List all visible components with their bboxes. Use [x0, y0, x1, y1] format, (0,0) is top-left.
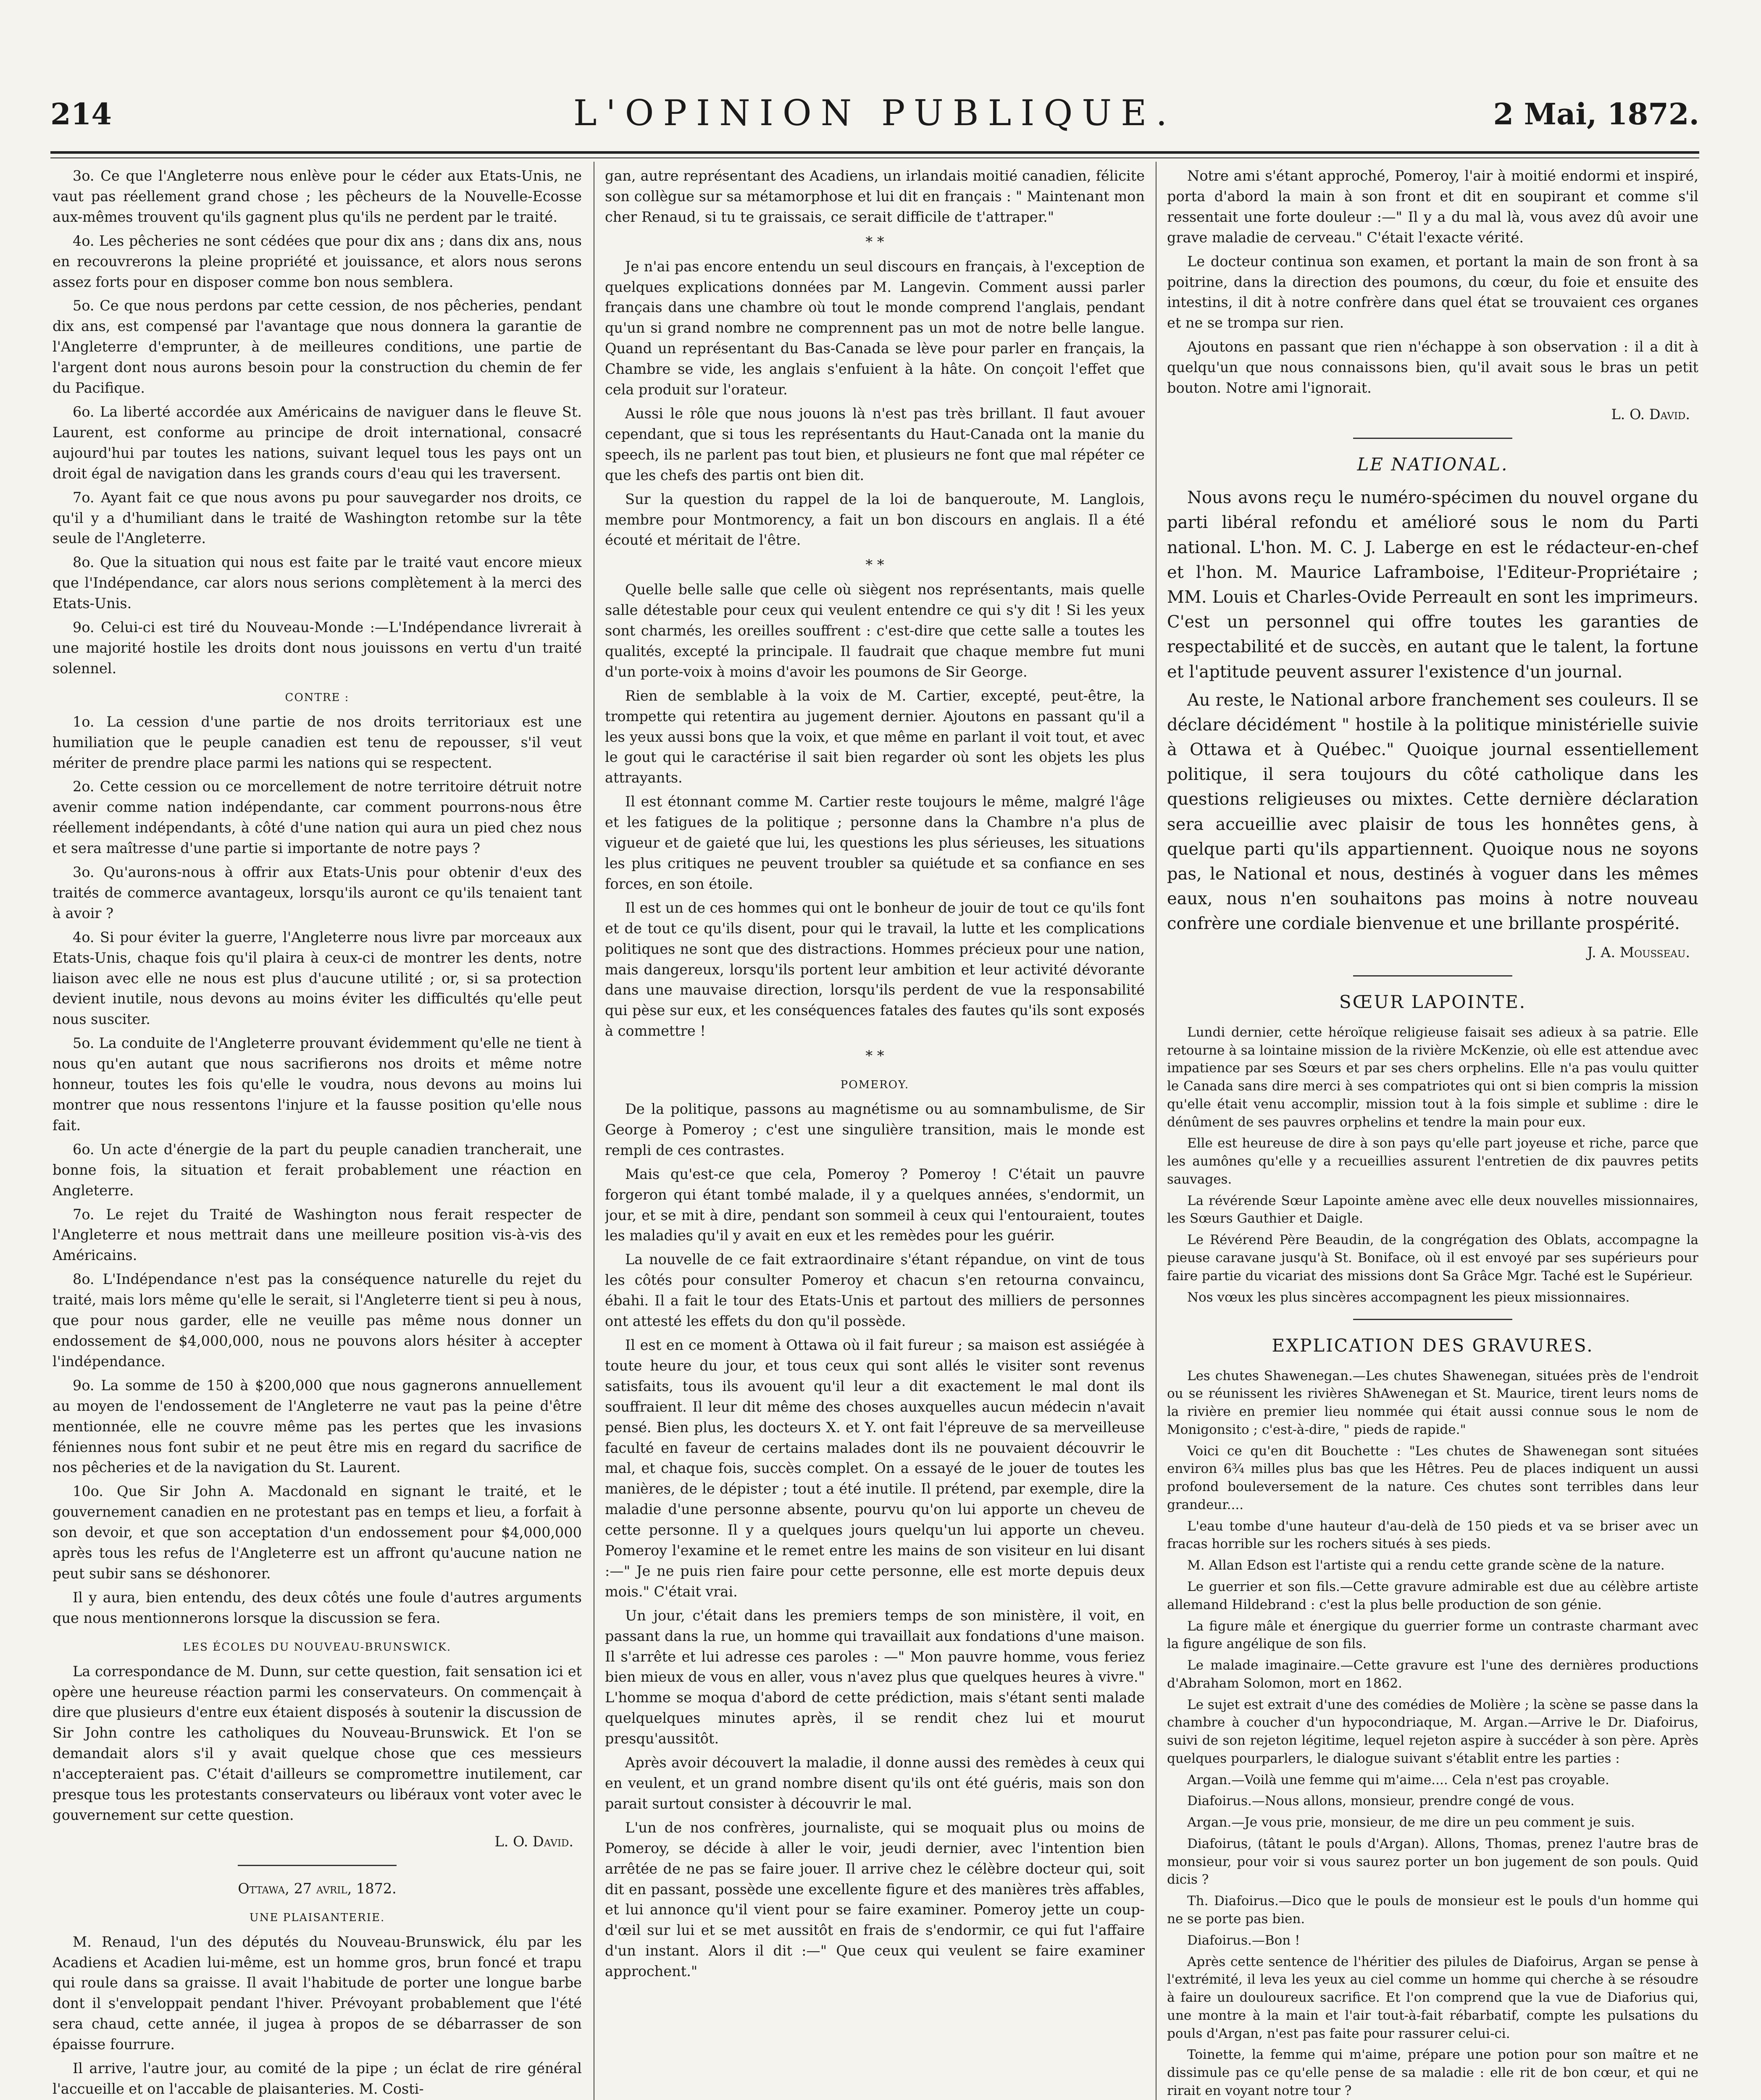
separator — [1353, 1319, 1513, 1320]
paragraph: La révérende Sœur Lapointe amène avec elle deux nouvelles missionnaires, les Sœurs Gauthier et Daigle. — [1167, 1193, 1698, 1226]
newspaper-title: L'OPINION PUBLIQUE. — [573, 92, 1177, 134]
section-stars: * * — [865, 556, 884, 573]
subheading-contre: CONTRE : — [285, 691, 350, 704]
subheading-pomeroy: POMEROY. — [840, 1079, 909, 1092]
paragraph: L'eau tombe d'une hauteur d'au-delà de 150 pieds et va se briser avec un fracas horrible sur les rochers situés à ses pieds. — [1167, 1518, 1698, 1552]
paragraph: Mais qu'est-ce que cela, Pomeroy ? Pomeroy ! C'était un pauvre forgeron qui étant tombé malade, il y a quelques années, s'endormit, un jour, et se mit à dire, pendant son sommeil à ceux qui l'entouraient, toutes les maladies qu'il y avait en eux et les remèdes pour les guérir. — [605, 1166, 1145, 1244]
paragraph: Toinette, la femme qui m'aime, prépare une potion pour son maître et ne dissimule pas ce qu'elle pense de sa maladie : elle rit de bon cœur, et qui ne rirait en voyant notre tour ? — [1167, 2047, 1698, 2098]
masthead — [50, 88, 1699, 147]
paragraph: 7o. Ayant fait ce que nous avons pu pour sauvegarder nos droits, ce qu'il y a d'humiliant dans le traité de Washington retombe sur la tête seule de l'Angleterre. — [53, 489, 582, 547]
paragraph: Le sujet est extrait d'une des comédies de Molière ; la scène se passe dans la chambre à coucher d'un hypocondriaque, M. Argan.—Arrive le Dr. Diafoirus, suivi de son rejeton légitime, lequel rejeton aspire à succéder à son père. Après quelques pourparlers, le dialogue suivant s'établit entre les parties : — [1167, 1697, 1698, 1766]
paragraph: Aussi le rôle que nous jouons là n'est pas très brillant. Il faut avouer cependant, que si tous les représentants du Haut-Canada ont la manie du speech, ils ne parlent pas tout bien, et plusieurs ne font que mal répéter ce que les chefs des partis ont bien dit. — [605, 405, 1145, 483]
paragraph: Lundi dernier, cette héroïque religieuse faisait ses adieux à sa patrie. Elle retourne à sa lointaine mission de la rivière McKenzie, où elle est attendue avec impatience par ses Sœurs et par ses chers orphelins. Elle n'a pas voulu quitter le Canada sans dire merci à ses compatriotes qui ont si bien compris la mission qu'elle était venu accomplir, mission tout à la fois simple et sublime : dire le dénûment de ses pauvres orphelins et tendre la main pour eux. — [1167, 1024, 1698, 1130]
paragraph: L'un de nos confrères, journaliste, qui se moquait plus ou moins de Pomeroy, se décide à aller le voir, jeudi dernier, avec l'intention bien arrêtée de ne pas se faire jouer. Il arrive chez le célèbre docteur qui, soit dit en passant, possède une excellente figure et des manières très affables, et lui annonce qu'il vient pour se faire examiner. Pomeroy jette un coup-d'œil sur lui et se met aussitôt en frais de s'endormir, ce qui fut l'affaire d'un instant. Alors il dit :—" Que ceux qui veulent se faire examiner approchent." — [605, 1819, 1145, 1980]
paragraph: Nous avons reçu le numéro-spécimen du nouvel organe du parti libéral refondu et amélioré sous le nom du Parti national. L'hon. M. C. J. Laberge en est le rédacteur-en-chef et l'hon. M. Maurice Laframboise, l'Editeur-Propriétaire ; MM. Louis et Charles-Ovide Perreault en sont les imprimeurs. C'est un personnel qui offre toutes les garanties de respectabilité et de succès, en autant que le talent, la fortune et l'aptitude peuvent assurer l'existence d'un journal. — [1167, 488, 1698, 682]
paragraph: La nouvelle de ce fait extraordinaire s'étant répandue, on vint de tous les côtés pour consulter Pomeroy et chacun s'en retourna convaincu, ébahi. Il a fait le tour des Etats-Unis et partout des milliers de personnes ont attesté les effets du don qu'il possède. — [605, 1251, 1145, 1330]
signature: L. O. David. — [494, 1833, 573, 1850]
paragraph: Au reste, le National arbore franchement ses couleurs. Il se déclare décidément " hostile à la politique ministérielle suivie à Ottawa et à Québec." Quoique journal essentiellement politique, il sera toujours du côté catholique dans les questions religieuses ou mixtes. Cette dernière déclaration sera accueillie avec plaisir de tous les honnêtes gens, à quelque parti qu'ils appartiennent. Quoique nous ne soyons pas, le National et nous, destinés à voguer dans les mêmes eaux, nous n'en souhaitons pas moins à notre nouveau confrère une cordiale bienvenue et une brillante prospérité. — [1167, 690, 1698, 934]
paragraph: Il y aura, bien entendu, des deux côtés une foule d'autres arguments que nous mentionnerons lorsque la discussion se fera. — [53, 1589, 582, 1626]
paragraph: Notre ami s'étant approché, Pomeroy, l'air à moitié endormi et inspiré, porta d'abord la main à son front et dit en soupirant et comme s'il ressentait une forte douleur :—" Il y a du mal là, vous avez dû avoir une grave maladie de cerveau." C'était l'exacte vérité. — [1167, 168, 1698, 246]
page-number: 214 — [50, 97, 112, 131]
column-2 — [605, 166, 1145, 2100]
paragraph: 6o. Un acte d'énergie de la part du peuple canadien trancherait, une bonne fois, la situation et ferait probablement une réaction en Angleterre. — [53, 1141, 582, 1199]
signature: J. A. Mousseau. — [1587, 944, 1690, 961]
paragraph: Rien de semblable à la voix de M. Cartier, excepté, peut-être, la trompette qui retentira au jugement dernier. Ajoutons en passant qu'il a les yeux aussi bons que la voix, et que même en parlant il voit tout, et avec le gout qui le caractérise il sait bien regarder où sont les objets les plus attrayants. — [605, 687, 1145, 786]
paragraph: 6o. La liberté accordée aux Américains de naviguer dans le fleuve St. Laurent, est conforme au principe de droit international, consacré aujourd'hui par toutes les nations, suivant lequel tous les pays ont un droit égal de navigation dans les grands cours d'eau qui les traversent. — [53, 403, 582, 482]
paragraph: 2o. Cette cession ou ce morcellement de notre territoire détruit notre avenir comme nation indépendante, car comment pourrons-nous être réellement indépendants, à côté d'une nation qui aura un pied chez nous et sera maîtresse d'une partie si importante de notre pays ? — [53, 778, 582, 857]
paragraph: Th. Diafoirus.—Dico que le pouls de monsieur est le pouls d'un homme qui ne se porte pas bien. — [1167, 1893, 1698, 1927]
paragraph: La correspondance de M. Dunn, sur cette question, fait sensation ici et opère une heureuse réaction parmi les conservateurs. On commençait à dire que plusieurs d'entre eux étaient disposés à soutenir la discussion de Sir John contre les catholiques du Nouveau-Brunswick. Et l'on se demandait alors s'il y avait quelque chose que ces messieurs n'accepteraient pas. C'était d'ailleurs se compromettre inutilement, car presque tous les protestants conservateurs ou libéraux vont voter avec le gouvernement sur cette question. — [53, 1663, 582, 1823]
paragraph: 7o. Le rejet du Traité de Washington nous ferait respecter de l'Angleterre et nous mettrait dans une meilleure position vis-à-vis des Américains. — [53, 1206, 582, 1264]
paragraph: Il est en ce moment à Ottawa où il fait fureur ; sa maison est assiégée à toute heure du jour, et tous ceux qui sont allés le visiter sont revenus satisfaits, tous ils avouent qu'il leur a dit exactement le mal dont ils souffraient. Il leur dit même des choses auxquelles aucun médecin n'avait pensé. Bien plus, les docteurs X. et Y. ont fait l'épreuve de sa merveilleuse faculté en faveur de certains malades dont ils ne pouvaient découvrir le mal, et chaque fois, succès complet. On a essayé de le jouer de toutes les manières, de le dépister ; tout a été inutile. Il prétend, par exemple, dire la maladie d'une personne absente, pourvu qu'on lui apporte un cheveu de cette personne. Il y a quelques jours quelqu'un lui apporte un cheveu. Pomeroy l'examine et le remet entre les mains de son visiteur en lui disant :—" Je ne puis rien faire pour cette personne, elle est morte depuis deux mois." C'était vrai. — [605, 1336, 1145, 1600]
paragraph: gan, autre représentant des Acadiens, un irlandais moitié canadien, félicite son collègue sur sa métamorphose et lui dit en français : " Maintenant mon cher Renaud, si tu te graissais, ce serait difficile de t'attraper." — [605, 168, 1145, 225]
paragraph: Le guerrier et son fils.—Cette gravure admirable est due au célèbre artiste allemand Hildebrand : c'est la plus belle production de son génie. — [1167, 1579, 1698, 1612]
paragraph: Diafoirus.—Bon ! — [1187, 1932, 1300, 1948]
separator — [1353, 975, 1513, 976]
heading-explication-gravures: EXPLICATION DES GRAVURES. — [1272, 1335, 1594, 1356]
paragraph: Les chutes Shawenegan.—Les chutes Shawenegan, situées près de l'endroit ou se réunissent les rivières ShAwenegan et St. Maurice, tirent leurs noms de la rivière en premier lieu nommée qui était aussi connue sous le nom de Monigonsito ; c'est-à-dire, " pieds de rapide." — [1167, 1368, 1698, 1437]
paragraph: Le malade imaginaire.—Cette gravure est l'une des dernières productions d'Abraham Solomon, mort en 1862. — [1167, 1658, 1698, 1691]
paragraph: Voici ce qu'en dit Bouchette : "Les chutes de Shawenegan sont situées environ 6¾ milles plus bas que les Hêtres. Peu de places indiquent un aussi profond bouleversement de la nature. Ces chutes sont terribles dans leur grandeur.... — [1167, 1443, 1698, 1512]
subheading-plaisanterie: UNE PLAISANTERIE. — [249, 1911, 385, 1924]
paragraph: Il est étonnant comme M. Cartier reste toujours le même, malgré l'âge et les fatigues de la politique ; personne dans la Chambre n'a plus de vigueur et de gaieté que lui, les questions les plus sérieuses, les situations les plus critiques ne peuvent troubler sa quiétude et sa confiance en ses forces, en son étoile. — [605, 793, 1145, 892]
paragraph: Je n'ai pas encore entendu un seul discours en français, à l'exception de quelques explications données par M. Langevin. Comment aussi parler français dans une chambre où tout le monde comprend l'anglais, pendant qu'un si grand nombre ne comprennent pas un mot de notre belle langue. Quand un représentant du Bas-Canada se lève pour parler en français, la Chambre se vide, les anglais s'enfuient à la hâte. On conçoit l'effet que cela produit sur l'orateur. — [605, 258, 1145, 398]
separator — [1353, 438, 1513, 439]
paragraph: Un jour, c'était dans les premiers temps de son ministère, il voit, en passant dans la rue, un homme qui travaillait aux fondations d'une maison. Il s'arrête et lui adresse ces paroles : —" Mon pauvre homme, vous feriez bien mieux de vous en aller, vous n'avez plus que quelques heures à vivre." L'homme se moqua d'abord de cette prédiction, mais s'étant senti malade quelquelques minutes après, il se rendit chez lui et mourut presqu'aussitôt. — [605, 1607, 1145, 1747]
paragraph: Après avoir découvert la maladie, il donne aussi des remèdes à ceux qui en veulent, et un grand nombre disent qu'ils ont été guéris, mais son don parait surtout consister à découvrir le mal. — [605, 1754, 1145, 1812]
paragraph: 8o. Que la situation qui nous est faite par le traité vaut encore mieux que l'Indépendance, car alors nous serions complètement à la merci des Etats-Unis. — [53, 554, 582, 612]
column-1 — [53, 166, 582, 2100]
paragraph: De la politique, passons au magnétisme ou au somnambulisme, de Sir George à Pomeroy ; c'est une singulière transition, mais le monde est rempli de ces contrastes. — [605, 1101, 1145, 1158]
paragraph: M. Allan Edson est l'artiste qui a rendu cette grande scène de la nature. — [1187, 1558, 1665, 1573]
paragraph: 10o. Que Sir John A. Macdonald en signant le traité, et le gouvernement canadien en ne protestant pas en temps et lieu, a forfait à son devoir, et que son acceptation d'un endossement pour $4,000,000 après tous les refus de l'Angleterre est un affront qu'aucune nation ne peut subir sans se déshonorer. — [53, 1483, 582, 1582]
paragraph: Après cette sentence de l'héritier des pilules de Diafoirus, Argan se pense à l'extrémité, il leva les yeux au ciel comme un homme qui cherche à se résoudre à faire un douloureux sacrifice. Et l'on comprend que la vue de Diaforius qui, une montre à la main et l'air tout-à-fait rébarbatif, compte les pulsations du pouls d'Argan, n'est pas faite pour rassurer celui-ci. — [1167, 1954, 1698, 2041]
signature: L. O. David. — [1611, 406, 1690, 423]
paragraph: La figure mâle et énergique du guerrier forme un contraste charmant avec la figure angélique de son fils. — [1167, 1618, 1698, 1652]
paragraph: Il arrive, l'autre jour, au comité de la pipe ; un éclat de rire général l'accueille et on l'accable de plaisanteries. M. Costi- — [53, 2060, 582, 2097]
masthead-rule — [50, 151, 1699, 154]
paragraph: 4o. Les pêcheries ne sont cédées que pour dix ans ; dans dix ans, nous en recouvrerons la pleine propriété et jouissance, et alors nous serons assez forts pour en disposer comme bon nous semblera. — [53, 232, 582, 290]
paragraph: Argan.—Voilà une femme qui m'aime.... Cela n'est pas croyable. — [1187, 1772, 1609, 1788]
paragraph: Nos vœux les plus sincères accompagnent les pieux missionnaires. — [1187, 1289, 1630, 1305]
paragraph: Diafoirus, (tâtant le pouls d'Argan). Allons, Thomas, prenez l'autre bras de monsieur, pour voir si vous saurez porter un bon jugement de son pouls. Quid dicis ? — [1167, 1836, 1698, 1887]
paragraph: 8o. L'Indépendance n'est pas la conséquence naturelle du rejet du traité, mais lors même qu'elle le serait, si l'Angleterre tient si peu à nous, que pour nous garder, elle ne veuille pas même nous donner un endossement de $4,000,000, nous ne pouvons alors hésiter à accepter l'indépendance. — [53, 1271, 582, 1370]
paragraph: Argan.—Je vous prie, monsieur, de me dire un peu comment je suis. — [1187, 1815, 1635, 1830]
paragraph: Le Révérend Père Beaudin, de la congrégation des Oblats, accompagne la pieuse caravane jusqu'à St. Boniface, où il est envoyé par ses supérieurs pour faire partie du vicariat des missions dont Sa Grâce Mgr. Taché est le Supérieur. — [1167, 1232, 1698, 1284]
paragraph: Elle est heureuse de dire à son pays qu'elle part joyeuse et riche, parce que les aumônes qu'elle y a recueillies assurent l'entretien de dix pauvres petits sauvages. — [1167, 1136, 1698, 1187]
paragraph: 3o. Qu'aurons-nous à offrir aux Etats-Unis pour obtenir d'eux des traités de commerce avantageux, lorsqu'ils auront ce qu'ils tenaient tant à avoir ? — [53, 864, 582, 921]
paragraph: Le docteur continua son examen, et portant la main de son front à sa poitrine, dans la direction des poumons, du cœur, du foie et ensuite des intestins, il dit à notre confrère dans quel état se trouvaient ces organes et ne se trompa sur rien. — [1167, 253, 1698, 331]
heading-soeur-lapointe: SŒUR LAPOINTE. — [1339, 992, 1527, 1013]
paragraph: 9o. Celui-ci est tiré du Nouveau-Monde :—L'Indépendance livrerait à une majorité hostile les droits dont nous jouissons en vertu d'un traité solennel. — [53, 619, 582, 677]
paragraph: Quelle belle salle que celle où siègent nos représentants, mais quelle salle détestable pour ceux qui veulent entendre ce qui s'y dit ! Si les yeux sont charmés, les oreilles souffrent : c'est-dire que cette salle a toutes les qualités, excepté la principale. Il faudrait que chaque membre fut muni d'un porte-voix à moins d'avoir les poumons de Sir George. — [605, 581, 1145, 680]
dateline: Ottawa, 27 avril, 1872. — [238, 1880, 397, 1897]
paragraph: 9o. La somme de 150 à $200,000 que nous gagnerons annuellement au moyen de l'endossement de l'Angleterre ne vaut pas la peine d'être mentionnée, elle ne couvre même pas les pertes que les invasions féniennes nous font subir et ne peut être mis en regard du sacrifice de nos pêcheries et de la navigation du St. Laurent. — [53, 1377, 582, 1476]
issue-date: 2 Mai, 1872. — [1493, 97, 1699, 131]
paragraph: 3o. Ce que l'Angleterre nous enlève pour le céder aux Etats-Unis, ne vaut pas réellement grand chose ; les pêcheurs de la Nouvelle-Ecosse aux-mêmes trouvent qu'ils gagnent plus qu'ils ne perdent par le traité. — [53, 168, 582, 225]
paragraph: Diafoirus.—Nous allons, monsieur, prendre congé de vous. — [1187, 1793, 1575, 1809]
paragraph: 5o. Ce que nous perdons par cette cession, de nos pêcheries, pendant dix ans, est compensé par l'avantage que nous donnera la garantie de l'Angleterre d'emprunter, à de meilleures conditions, une partie de l'argent dont nous aurons besoin pour la construction du chemin de fer du Pacifique. — [53, 297, 582, 396]
section-stars: * * — [865, 233, 884, 250]
paragraph: Sur la question du rappel de la loi de banqueroute, M. Langlois, membre pour Montmorency, a fait un bon discours en anglais. Il a été écouté et méritait de l'être. — [605, 491, 1145, 549]
subheading-ecoles: LES ÉCOLES DU NOUVEAU-BRUNSWICK. — [183, 1641, 452, 1654]
separator — [238, 1865, 397, 1866]
paragraph: 5o. La conduite de l'Angleterre prouvant évidemment qu'elle ne tient à nous qu'en autant que nous sacrifierons nos droits et même notre honneur, toutes les fois qu'elle le voudra, nous devons au moins lui montrer que nous ressentons l'injure et la fausse position qu'elle nous fait. — [53, 1035, 582, 1134]
section-stars: * * — [865, 1047, 884, 1064]
column-3 — [1167, 166, 1698, 2100]
paragraph: 1o. La cession d'une partie de nos droits territoriaux est une humiliation que le peuple canadien est tenu de repousser, s'il veut mériter de prendre place parmi les nations qui se respectent. — [53, 713, 582, 771]
paragraph: Ajoutons en passant que rien n'échappe à son observation : il a dit à quelqu'un que nous connaissons bien, qu'il avait sous le bras un petit bouton. Notre ami l'ignorait. — [1167, 339, 1698, 396]
paragraph: 4o. Si pour éviter la guerre, l'Angleterre nous livre par morceaux aux Etats-Unis, chaque fois qu'il plaira à ceux-ci de montrer les dents, notre liaison avec elle ne nous est plus d'aucune utilité ; or, si sa protection devient inutile, nous devons au moins éviter les difficultés qu'elle peut nous susciter. — [53, 929, 582, 1028]
heading-le-national: LE NATIONAL. — [1357, 454, 1509, 475]
paragraph: Il est un de ces hommes qui ont le bonheur de jouir de tout ce qu'ils font et de tout ce qu'ils disent, pour qui le travail, la lutte et les complications politiques ne sont que des distractions. Hommes précieux pour une nation, mais dangereux, lorsqu'ils portent leur ambition et leur activité dévorante dans une mauvaise direction, lorsqu'ils perdent de vue la responsabilité qui pèse sur eux, et les conséquences fatales des fautes qu'ils sont exposés à commettre ! — [605, 899, 1145, 1040]
paragraph: M. Renaud, l'un des députés du Nouveau-Brunswick, élu par les Acadiens et Acadien lui-même, est un homme gros, brun foncé et trapu qui roule dans sa graisse. Il avait l'habitude de porter une longue barbe dont il s'enveloppait pendant l'hiver. Prévoyant probablement que l'été sera chaud, cette année, il jugea à propos de se débarrasser de son épaisse fourrure. — [53, 1933, 582, 2053]
